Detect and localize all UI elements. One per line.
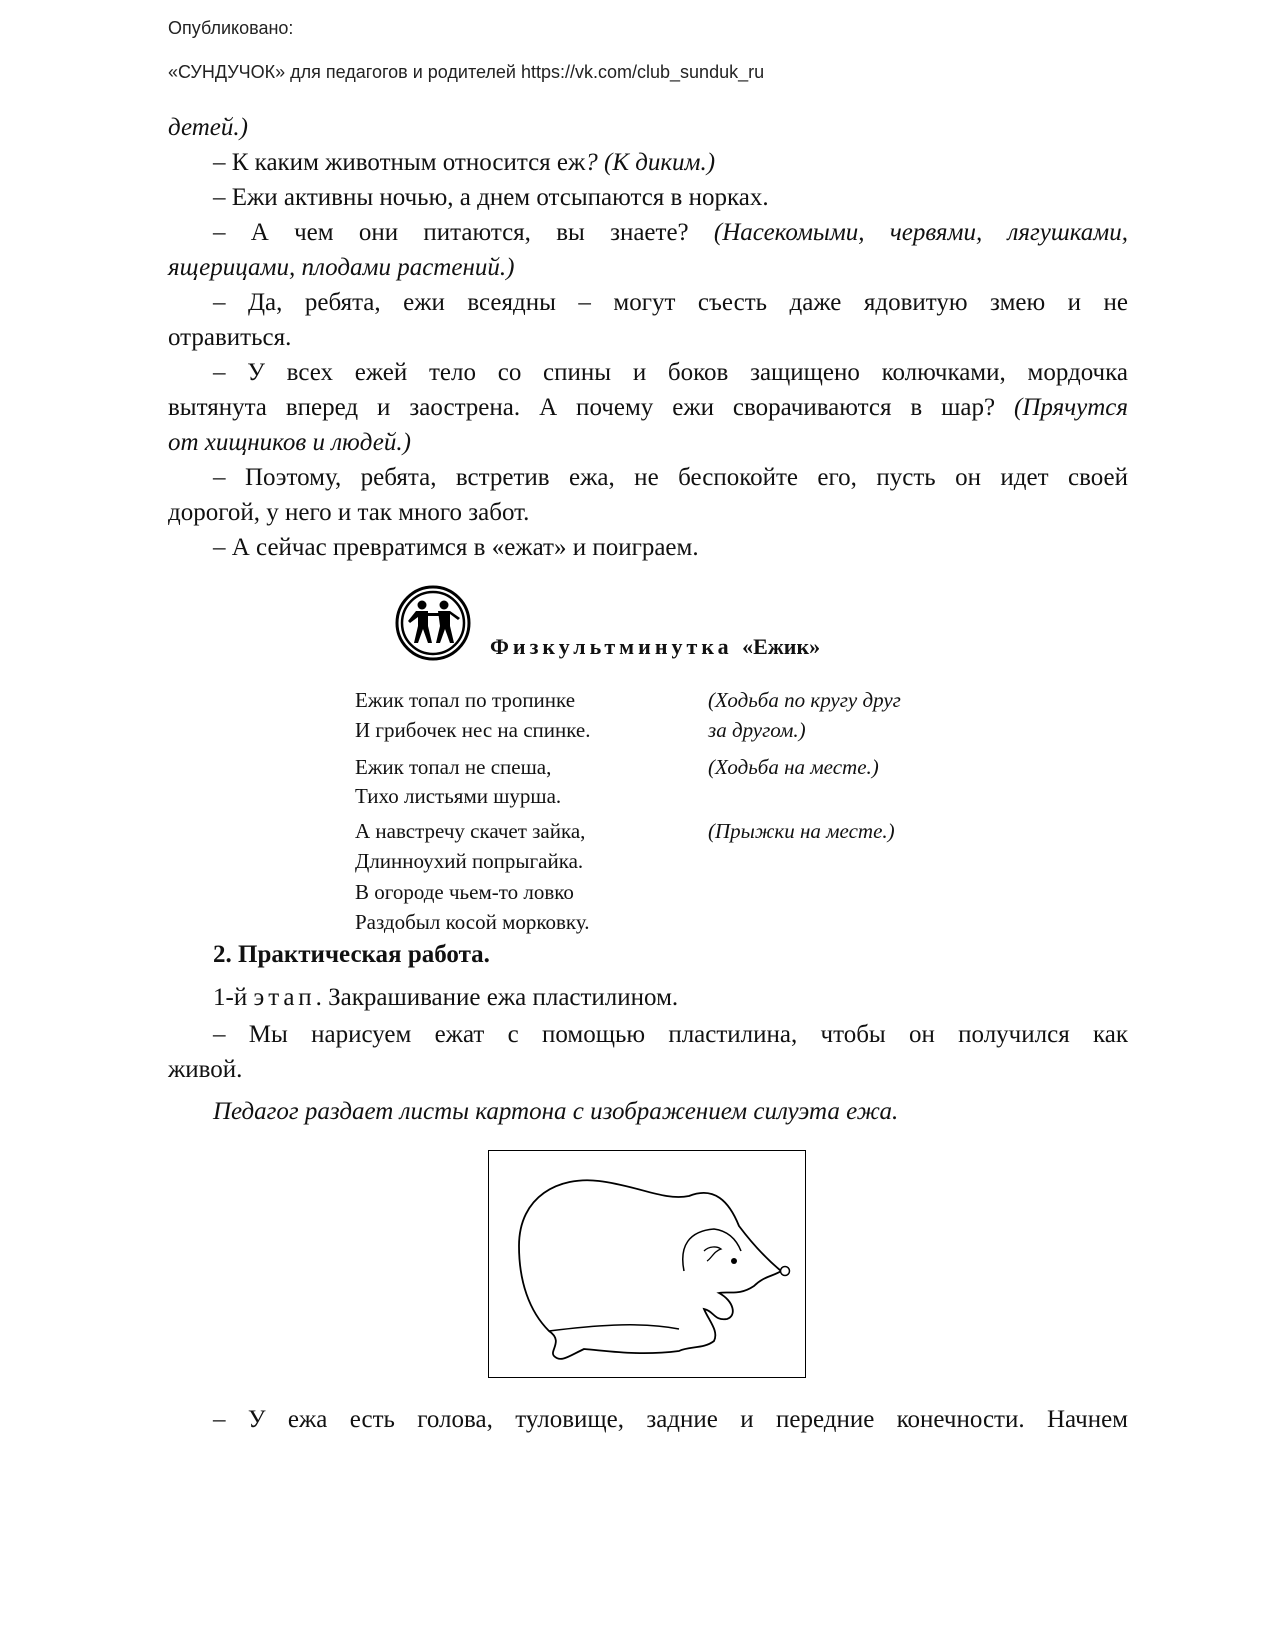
poem-line: Ежик топал по тропинке	[355, 688, 576, 712]
text-italic: ящерицами, плодами растений.)	[168, 254, 515, 281]
text-italic: детей.)	[168, 114, 248, 141]
text-line: – У всех ежей тело со спины и боков защищено колючками, мордочка	[213, 359, 1128, 386]
text-span: – А чем они питаются, вы знаете?	[213, 219, 714, 246]
text-line: – Ежи активны ночью, а днем отсыпаются в норках.	[213, 184, 769, 211]
text-line	[213, 1095, 1128, 1129]
text-italic: Педагог раздает листы картона с изображением силуэта ежа.	[213, 1098, 899, 1125]
poem-action: (Ходьба на месте.)	[708, 755, 879, 779]
text-line: – А сейчас превратимся в «ежат» и поиграем.	[213, 534, 699, 561]
hedgehog-silhouette-image	[488, 1150, 806, 1378]
text-italic: (Прячутся	[1014, 394, 1128, 421]
stage-num: 1-й	[213, 984, 248, 1011]
exercise-title-quote: «Ежик»	[742, 634, 821, 659]
text-italic: (Насекомыми, червями, лягушками,	[713, 219, 1128, 246]
children-holding-hands-icon	[394, 584, 472, 662]
stage-word: этап	[253, 984, 316, 1011]
poem-line: В огороде чьем-то ловко	[355, 880, 574, 904]
exercise-title-word: Физкультминутка	[490, 634, 733, 659]
poem-line: А навстречу скачет зайка,	[355, 819, 586, 843]
exercise-title	[490, 634, 820, 660]
hedgehog-outline-icon	[489, 1151, 804, 1376]
text-line	[213, 216, 1128, 250]
text-line	[213, 146, 1128, 180]
text-line: – Да, ребята, ежи всеядны – могут съесть даже ядовитую змею и не	[213, 289, 1128, 316]
text-line	[168, 251, 1128, 285]
poem-line: И грибочек нес на спинке.	[355, 718, 591, 742]
text-line	[168, 111, 1128, 145]
poem-line: Тихо листьями шурша.	[355, 784, 562, 808]
poem-line: Ежик топал не спеша,	[355, 755, 552, 779]
stage-line	[213, 981, 1128, 1015]
poem-line: Раздобыл косой морковку.	[355, 910, 590, 934]
text-span: вытянута вперед и заострена. А почему ежи сворачиваются в шар?	[168, 394, 1015, 421]
poem-line: Длинноухий попрыгайка.	[355, 849, 584, 873]
poem-action: (Ходьба по кругу друг	[708, 688, 901, 712]
text-line: отравиться.	[168, 324, 292, 351]
text-line: – Поэтому, ребята, встретив ежа, не беспокойте его, пусть он идет своей	[213, 464, 1128, 491]
text-line: – Мы нарисуем ежат с помощью пластилина, чтобы он получился как	[213, 1021, 1128, 1048]
source-line: «СУНДУЧОК» для педагогов и родителей https://vk.com/club_sunduk_ru	[168, 62, 765, 82]
text-line	[168, 426, 1128, 460]
poem-action: (Прыжки на месте.)	[708, 819, 895, 843]
text-italic: от хищников и людей.)	[168, 429, 411, 456]
text-line: дорогой, у него и так много забот.	[168, 499, 530, 526]
text-line: живой.	[168, 1056, 243, 1083]
text-line: – У ежа есть голова, туловище, задние и передние конечности. Начнем	[213, 1406, 1128, 1433]
published-label: Опубликовано:	[168, 18, 294, 38]
section-heading: 2. Практическая работа.	[213, 941, 490, 968]
text-line	[168, 391, 1128, 425]
text-span: – К каким животным относится еж	[213, 149, 586, 176]
text-italic: ? (К диким.)	[585, 149, 716, 176]
stage-text: . Закрашивание ежа пластилином.	[315, 984, 679, 1011]
poem-action: за другом.)	[708, 718, 806, 742]
